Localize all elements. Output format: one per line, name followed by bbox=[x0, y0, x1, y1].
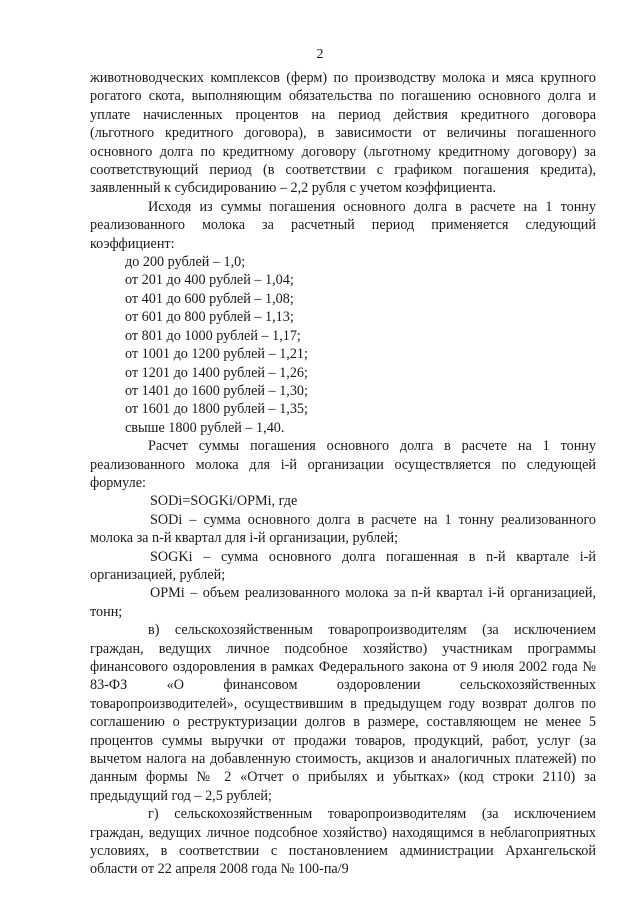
intro-paragraph: животноводческих комплексов (ферм) по производству молока и мяса крупного рогатого скота, выполняющим обязательства по погашению основного долга и уплате начисленных процентов на период действия кредитного договора (льготного кредитного договора), в зависимости от величины погашенного основного долга по кредитному договору (льготному кредитному договору) за соответствующий период (в соответствии с графиком погашения кредита), заявленный к субсидированию – 2,2 рубля с учетом коэффициента. bbox=[90, 70, 596, 197]
document-body bbox=[90, 69, 596, 879]
coefficient-item: до 200 рублей – 1,0; bbox=[125, 254, 246, 271]
coefficient-item: свыше 1800 рублей – 1,40. bbox=[125, 419, 285, 436]
coefficient-intro-paragraph: Исходя из суммы погашения основного долга в расчете на 1 тонну реализованного молока за расчетный период применяется следующий коэффициент: bbox=[90, 198, 596, 252]
definition-opmi: OPMi – объем реализованного молока за n-й квартал i-й организацией, тонн; bbox=[90, 585, 596, 620]
item-v-paragraph: в) сельскохозяйственным товаропроизводителям (за исключением граждан, ведущих личное подсобное хозяйство) участникам программы финансового оздоровления в рамках Федерального закона от 9 июля 2002 года № 83-ФЗ «О финансовом оздоровлении сельскохозяйственных товаропроизводителей», осуществившим в предыдущем году возврат долгов по соглашению о реструктуризации долгов в размере, составляющем не менее 5 процентов суммы выручки от продажи товаров, продукций, работ, услуг (за вычетом налога на добавленную стоимость, акцизов и аналогичных платежей) по данным формы № 2 «Отчет о прибылях и убытках» (код строки 2110) за предыдущий год – 2,5 рублей; bbox=[90, 622, 596, 804]
formula: SODi=SOGKi/OPMi, где bbox=[150, 493, 298, 510]
formula-intro-paragraph: Расчет суммы погашения основного долга в расчете на 1 тонну реализованного молока для i-й организации осуществляется по следующей формуле: bbox=[90, 438, 596, 491]
page-number: 2 bbox=[316, 47, 324, 62]
coefficient-item: от 601 до 800 рублей – 1,13; bbox=[125, 309, 294, 326]
coefficient-item: от 801 до 1000 рублей – 1,17; bbox=[125, 327, 301, 344]
coefficient-item: от 1001 до 1200 рублей – 1,21; bbox=[125, 346, 308, 363]
coefficient-item: от 1601 до 1800 рублей – 1,35; bbox=[125, 401, 308, 418]
coefficient-item: от 1401 до 1600 рублей – 1,30; bbox=[125, 382, 308, 399]
coefficient-item: от 1201 до 1400 рублей – 1,26; bbox=[125, 364, 308, 381]
coefficient-item: от 201 до 400 рублей – 1,04; bbox=[125, 272, 294, 289]
coefficient-list bbox=[90, 253, 596, 437]
definition-sodi: SODi – сумма основного долга в расчете на 1 тонну реализованного молока за n-й квартал для i-й организации, рублей; bbox=[90, 511, 596, 547]
definition-sogki: SOGKi – сумма основного долга погашенная в n-й квартале i-й организацией, рублей; bbox=[90, 548, 596, 583]
coefficient-item: от 401 до 600 рублей – 1,08; bbox=[125, 290, 294, 307]
item-g-paragraph: г) сельскохозяйственным товаропроизводителям (за исключением граждан, ведущих личное подсобное хозяйство) находящимся в неблагоприятных условиях, в соответствии с постановлением администрации Архангельской области от 22 апреля 2008 года № 100-па/9 bbox=[90, 806, 596, 878]
